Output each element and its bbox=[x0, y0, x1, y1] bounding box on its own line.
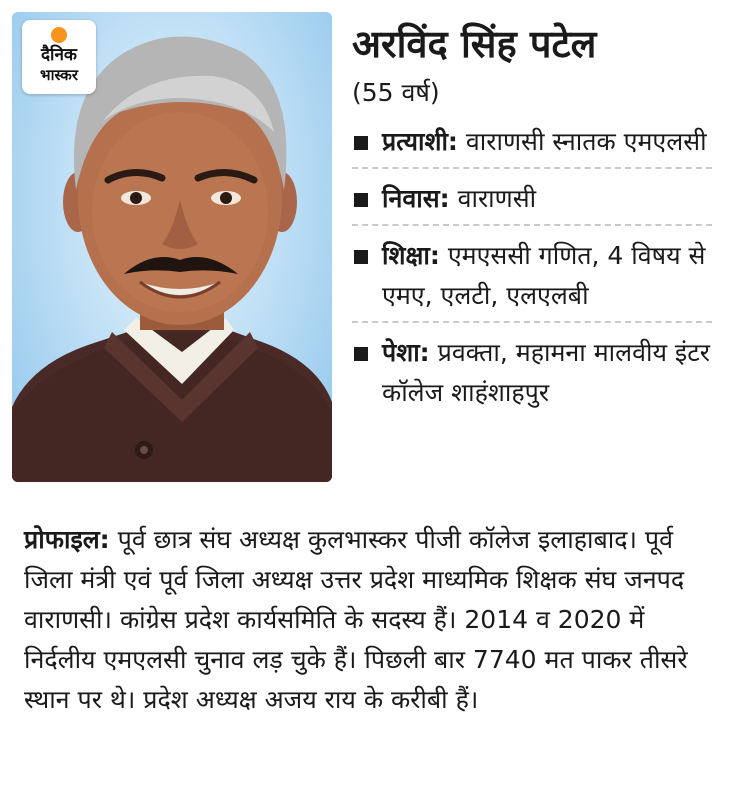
fact-label: पेशा: bbox=[382, 337, 430, 367]
candidate-name: अरविंद सिंह पटेल bbox=[352, 22, 597, 66]
fact-value: प्रवक्ता, महामना मालवीय इंटर कॉलेज शाहंशाहपुर bbox=[382, 337, 711, 407]
candidate-info bbox=[352, 24, 712, 418]
square-bullet-icon bbox=[354, 193, 368, 207]
logo-text-line1: दैनिक bbox=[41, 45, 77, 65]
profile-paragraph bbox=[24, 520, 714, 720]
fact-residence bbox=[352, 179, 712, 226]
fact-label: शिक्षा: bbox=[382, 240, 440, 270]
fact-profession bbox=[352, 333, 712, 418]
fact-label: निवास: bbox=[382, 183, 450, 213]
square-bullet-icon bbox=[354, 136, 368, 150]
candidate-age: (55 वर्ष) bbox=[352, 77, 440, 107]
profile-text: पूर्व छात्र संघ अध्यक्ष कुलभास्कर पीजी कॉलेज इलाहाबाद। पूर्व जिला मंत्री एवं पूर्व जिला अध्यक्ष उत्तर प्रदेश माध्यमिक शिक्षक संघ जनपद वाराणसी। कांग्रेस प्रदेश कार्यसमिति के सदस्य हैं। 2014 व 2020 में निर्दलीय एमएलसी चुनाव लड़ चुके हैं। पिछली बार 7740 मत पाकर तीसरे स्थान पर थे। प्रदेश अध्यक्ष अजय राय के करीबी हैं। bbox=[24, 525, 688, 714]
square-bullet-icon bbox=[354, 347, 368, 361]
profile-label: प्रोफाइल: bbox=[24, 525, 110, 554]
fact-candidate bbox=[352, 122, 712, 169]
fact-education bbox=[352, 236, 712, 323]
fact-list bbox=[352, 122, 712, 418]
fact-value: एमएससी गणित, 4 विषय से एमए, एलटी, एलएलबी bbox=[382, 240, 706, 310]
dainik-bhaskar-logo bbox=[22, 20, 96, 94]
sun-icon bbox=[51, 27, 67, 43]
square-bullet-icon bbox=[354, 250, 368, 264]
logo-text-line2: भास्कर bbox=[40, 66, 78, 84]
fact-label: प्रत्याशी: bbox=[382, 126, 458, 156]
fact-value: वाराणसी स्नातक एमएलसी bbox=[465, 126, 707, 156]
fact-value: वाराणसी bbox=[457, 183, 537, 213]
